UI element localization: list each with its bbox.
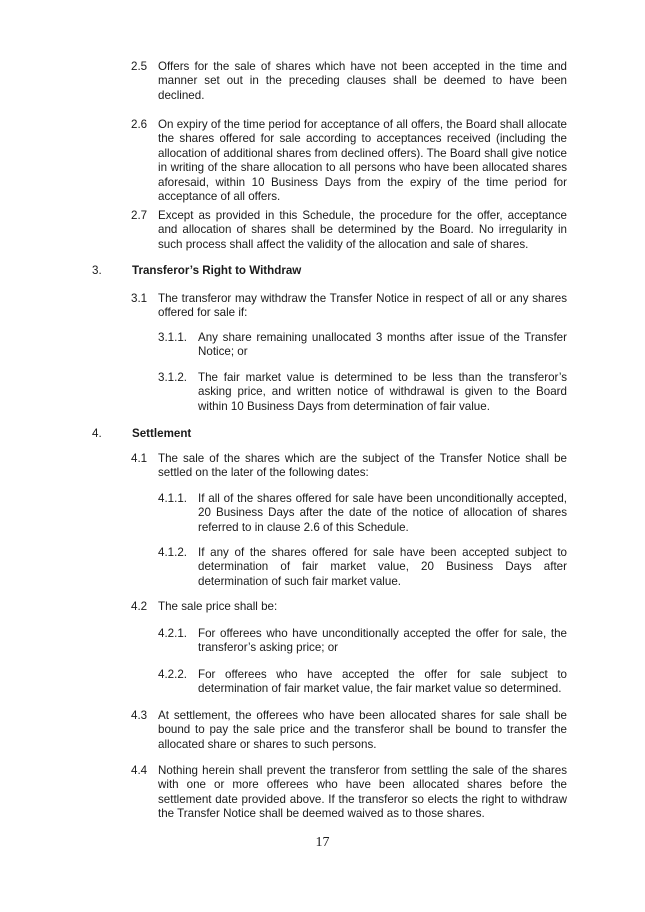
page-number: 17	[315, 835, 330, 850]
section-heading-4	[92, 427, 567, 441]
clause-4-1	[131, 452, 567, 481]
clause-4-2-2	[158, 668, 567, 697]
clause-text: If any of the shares offered for sale have been accepted subject to determination of fair market value, 20 Business Days after determination of such fair market value.	[198, 546, 567, 588]
clause-4-2-1	[158, 627, 567, 656]
clause-3-1-2	[158, 371, 567, 414]
section-number: 3.	[92, 264, 102, 277]
clause-number: 3.1.1.	[158, 331, 188, 344]
section-heading-3	[92, 264, 567, 278]
clause-4-3	[131, 709, 567, 752]
clause-text: For offerees who have accepted the offer for sale subject to determination of fair market value, the fair market value so determined.	[198, 668, 567, 696]
clause-number: 2.6	[131, 118, 148, 131]
clause-text: The transferor may withdraw the Transfer Notice in respect of all or any shares offered for sale if:	[158, 292, 567, 320]
clause-text: The sale price shall be:	[158, 600, 278, 613]
clause-number: 4.2	[131, 600, 148, 613]
clause-2-5	[131, 60, 567, 103]
clause-number: 2.5	[131, 60, 148, 73]
clause-text: On expiry of the time period for acceptance of all offers, the Board shall allocate the shares offered for sale according to acceptances received (including the allocation of additional shares from declined offers). The Board shall give notice in writing of the share allocation to all persons who have been allocated shares aforesaid, within 10 Business Days from the expiry of the time period for acceptance of all offers.	[158, 118, 567, 204]
clause-text: The sale of the shares which are the subject of the Transfer Notice shall be settled on the later of the following dates:	[158, 452, 567, 480]
clause-number: 3.1	[131, 292, 148, 305]
clause-number: 3.1.2.	[158, 371, 188, 384]
clause-text: If all of the shares offered for sale have been unconditionally accepted, 20 Business Days after the date of the notice of allocation of shares referred to in clause 2.6 of this Schedule.	[198, 492, 567, 534]
clause-number: 4.1	[131, 452, 148, 465]
clause-number: 4.1.1.	[158, 492, 188, 505]
clause-number: 2.7	[131, 209, 148, 222]
clause-number: 4.2.1.	[158, 627, 188, 640]
clause-2-7	[131, 209, 567, 252]
clause-2-6	[131, 118, 567, 204]
clause-4-1-2	[158, 546, 567, 589]
clause-text: Except as provided in this Schedule, the procedure for the offer, acceptance and allocation of shares shall be determined by the Board. No irregularity in such process shall affect the validity of the allocation and sale of shares.	[158, 209, 567, 251]
clause-number: 4.1.2.	[158, 546, 188, 559]
section-title: Settlement	[132, 427, 192, 440]
section-number: 4.	[92, 427, 102, 440]
clause-text: The fair market value is determined to be less than the transferor’s asking price, and written notice of withdrawal is given to the Board within 10 Business Days from determination of fair value.	[198, 371, 567, 413]
clause-4-4	[131, 764, 567, 822]
clause-text: At settlement, the offerees who have been allocated shares for sale shall be bound to pay the sale price and the transferor shall be bound to transfer the allocated share or shares to such persons.	[158, 709, 567, 751]
clause-4-1-1	[158, 492, 567, 535]
clause-number: 4.3	[131, 709, 148, 722]
clause-number: 4.2.2.	[158, 668, 188, 681]
clause-text: Offers for the sale of shares which have not been accepted in the time and manner set out in the preceding clauses shall be deemed to have been declined.	[158, 60, 567, 102]
clause-text: For offerees who have unconditionally accepted the offer for sale, the transferor’s asking price; or	[198, 627, 567, 655]
clause-text: Any share remaining unallocated 3 months after issue of the Transfer Notice; or	[198, 331, 567, 359]
clause-text: Nothing herein shall prevent the transferor from settling the sale of the shares with one or more offerees who have been allocated shares before the settlement date provided above. If the transferor so elects the right to withdraw the Transfer Notice shall be deemed waived as to those shares.	[158, 764, 567, 821]
section-title: Transferor’s Right to Withdraw	[132, 264, 302, 277]
clause-number: 4.4	[131, 764, 148, 777]
clause-3-1-1	[158, 331, 567, 360]
clause-3-1	[131, 292, 567, 321]
clause-4-2	[131, 600, 567, 614]
